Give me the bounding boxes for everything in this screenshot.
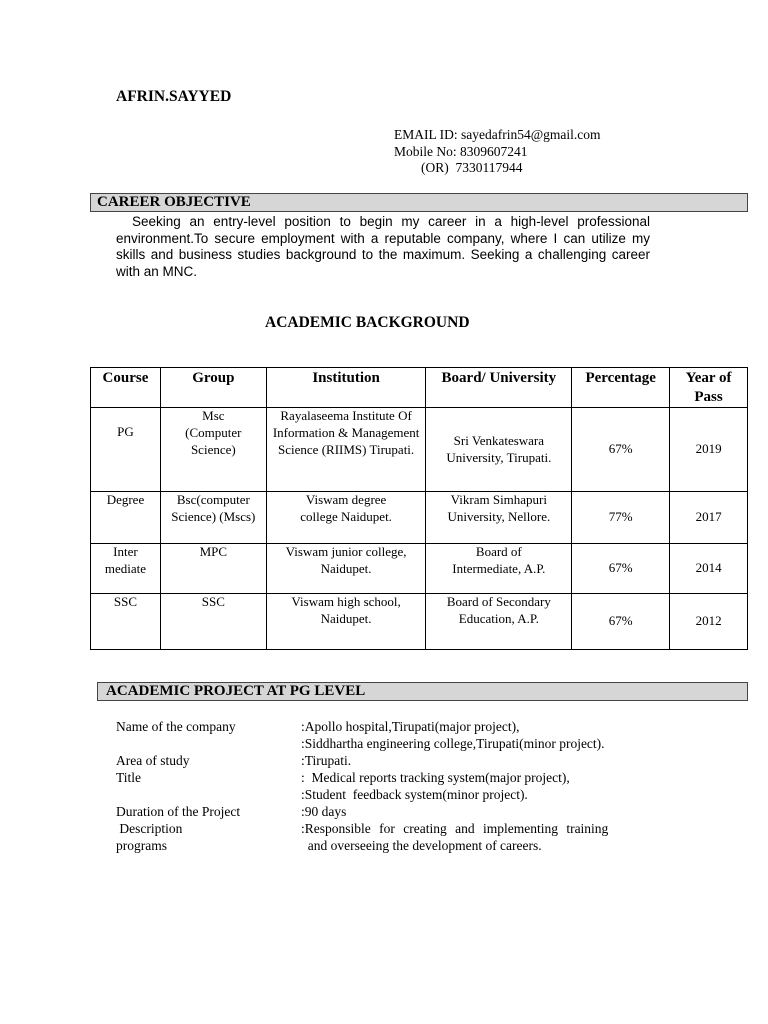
board-cell: Vikram Simhapuri University, Nellore. [426,492,572,544]
column-header: Board/ University [426,368,572,408]
column-header: Group [160,368,266,408]
title-label: Title [116,770,142,785]
list-item [116,718,652,735]
email-line: EMAIL ID: sayedafrin54@gmail.com [394,127,601,142]
company-label: Name of the company [116,719,236,734]
institution-cell: Rayalaseema Institute Of Information & Management Science (RIIMS) Tirupati. [266,408,426,492]
percentage-cell: 67% [572,544,670,594]
duration-label: Duration of the Project [116,804,241,819]
table-header-row [91,368,748,408]
duration-value: :90 days [301,804,347,819]
course-cell: Degree [91,492,161,544]
company-value: :Siddhartha engineering college,Tirupati(minor project). [301,736,605,751]
column-header: Institution [266,368,426,408]
column-header: Course [91,368,161,408]
list-item [116,803,652,820]
group-cell: MPC [160,544,266,594]
percentage-cell: 67% [572,408,670,492]
description-cont-label: programs [116,838,167,853]
contact-block [394,127,601,177]
area-label: Area of study [116,753,190,768]
year-cell: 2014 [670,544,748,594]
table-row [91,492,748,544]
list-item [116,752,652,769]
list-item [116,820,652,837]
mobile-line: Mobile No: 8309607241 [394,143,528,159]
year-cell: 2017 [670,492,748,544]
board-cell: Board of Secondary Education, A.P. [426,594,572,650]
percentage-cell: 77% [572,492,670,544]
table-row [91,594,748,650]
title-value: : Medical reports tracking system(major project), [301,770,570,785]
column-header: Year of Pass [670,368,748,408]
group-cell: Bsc(computer Science) (Mscs) [160,492,266,544]
list-item [116,786,652,803]
table-row [91,544,748,594]
company-value: :Apollo hospital,Tirupati(major project), [301,719,520,734]
alt-mobile-line: (OR) 7330117944 [394,160,523,175]
academic-table [90,367,748,650]
group-cell: Msc (Computer Science) [160,408,266,492]
candidate-name: AFRIN.SAYYED [116,88,232,105]
course-cell: Inter mediate [91,544,161,594]
list-item [116,735,652,752]
table-row [91,408,748,492]
career-objective-text: Seeking an entry-level position to begin my career in a high-level professional environment.To secure employment with a reputable company, where I can utilize my skills and business studies background to the maximum. Seeking a challenging career with an MNC. [116,214,650,279]
column-header: Percentage [572,368,670,408]
year-cell: 2019 [670,408,748,492]
description-cont-value: and overseeing the development of careers. [301,838,542,853]
project-details [116,718,652,854]
career-objective-heading: CAREER OBJECTIVE [90,193,748,212]
institution-cell: Viswam junior college, Naidupet. [266,544,426,594]
course-cell: PG [91,408,161,492]
area-value: :Tirupati. [301,753,352,768]
group-cell: SSC [160,594,266,650]
academic-project-heading: ACADEMIC PROJECT AT PG LEVEL [97,682,748,701]
course-cell: SSC [91,594,161,650]
description-value: :Responsible for creating and implementing training [301,821,609,836]
institution-cell: Viswam degree college Naidupet. [266,492,426,544]
board-cell: Board of Intermediate, A.P. [426,544,572,594]
list-item [116,837,652,854]
academic-background-heading: ACADEMIC BACKGROUND [265,314,470,331]
board-cell: Sri Venkateswara University, Tirupati. [426,408,572,492]
title-value: :Student feedback system(minor project). [301,787,528,802]
list-item [116,769,652,786]
description-label: Description [116,821,183,836]
percentage-cell: 67% [572,594,670,650]
year-cell: 2012 [670,594,748,650]
institution-cell: Viswam high school, Naidupet. [266,594,426,650]
